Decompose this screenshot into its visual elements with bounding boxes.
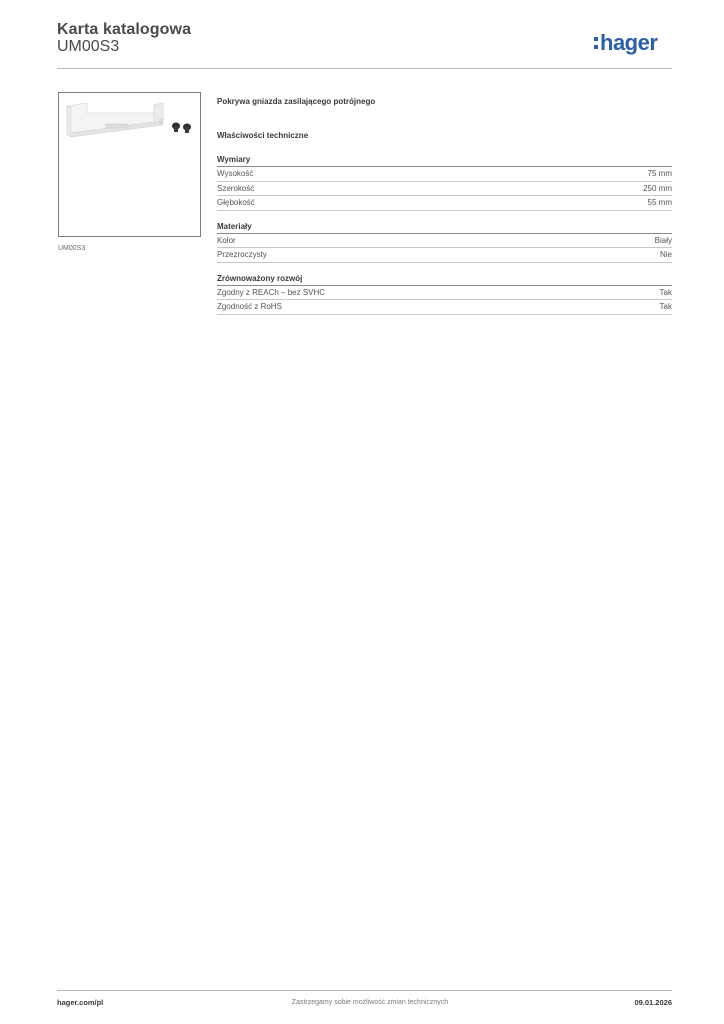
image-caption: UM00S3 [58, 245, 86, 252]
logo-text: hager [600, 30, 658, 55]
spec-value: 55 mm [647, 198, 672, 207]
group-title: Materiały [217, 220, 672, 234]
technical-properties-heading: Właściwości techniczne [217, 131, 309, 140]
group-title: Zrównoważony rozwój [217, 272, 672, 286]
dimensions-group [217, 153, 672, 211]
spec-row [217, 234, 672, 249]
spec-value: 75 mm [647, 169, 672, 178]
website-link[interactable]: hager.com/pl [57, 998, 104, 1007]
header-divider [57, 68, 672, 69]
materials-group [217, 220, 672, 263]
spec-label: Kolor [217, 235, 236, 245]
spec-value: Tak [659, 302, 672, 311]
spec-row [217, 300, 672, 315]
sustainability-group [217, 272, 672, 315]
spec-row [217, 167, 672, 182]
product-title: Pokrywa gniazda zasilającego potrójnego [217, 97, 376, 106]
spec-value: Biały [654, 235, 672, 245]
spec-value: Nie [659, 250, 672, 259]
footer-notice: Zastrzegamy sobie możliwość zmian technicznych [291, 999, 449, 1006]
spec-label: Przezroczysty [217, 250, 267, 259]
footer-divider [57, 990, 672, 991]
spec-row [217, 286, 672, 301]
product-details [217, 96, 672, 315]
spec-row [217, 182, 672, 197]
document-date: 09.01.2026 [634, 998, 672, 1007]
page-title: Karta katalogowa [57, 21, 192, 38]
product-cover-illustration [59, 93, 202, 238]
product-code: UM00S3 [57, 38, 120, 55]
spec-label: Głębokość [217, 198, 255, 207]
spec-label: Zgodny z REACh – bez SVHC [217, 287, 326, 297]
spec-label: Wysokość [217, 169, 254, 178]
spec-label: Zgodność z RoHS [217, 302, 282, 311]
spec-value: 250 mm [643, 183, 672, 193]
hager-logo [594, 29, 674, 57]
spec-row [217, 196, 672, 211]
spec-value: Tak [659, 287, 672, 297]
group-title: Wymiary [217, 153, 672, 167]
spec-label: Szerokość [217, 183, 255, 193]
spec-row [217, 248, 672, 263]
product-image [58, 92, 201, 237]
